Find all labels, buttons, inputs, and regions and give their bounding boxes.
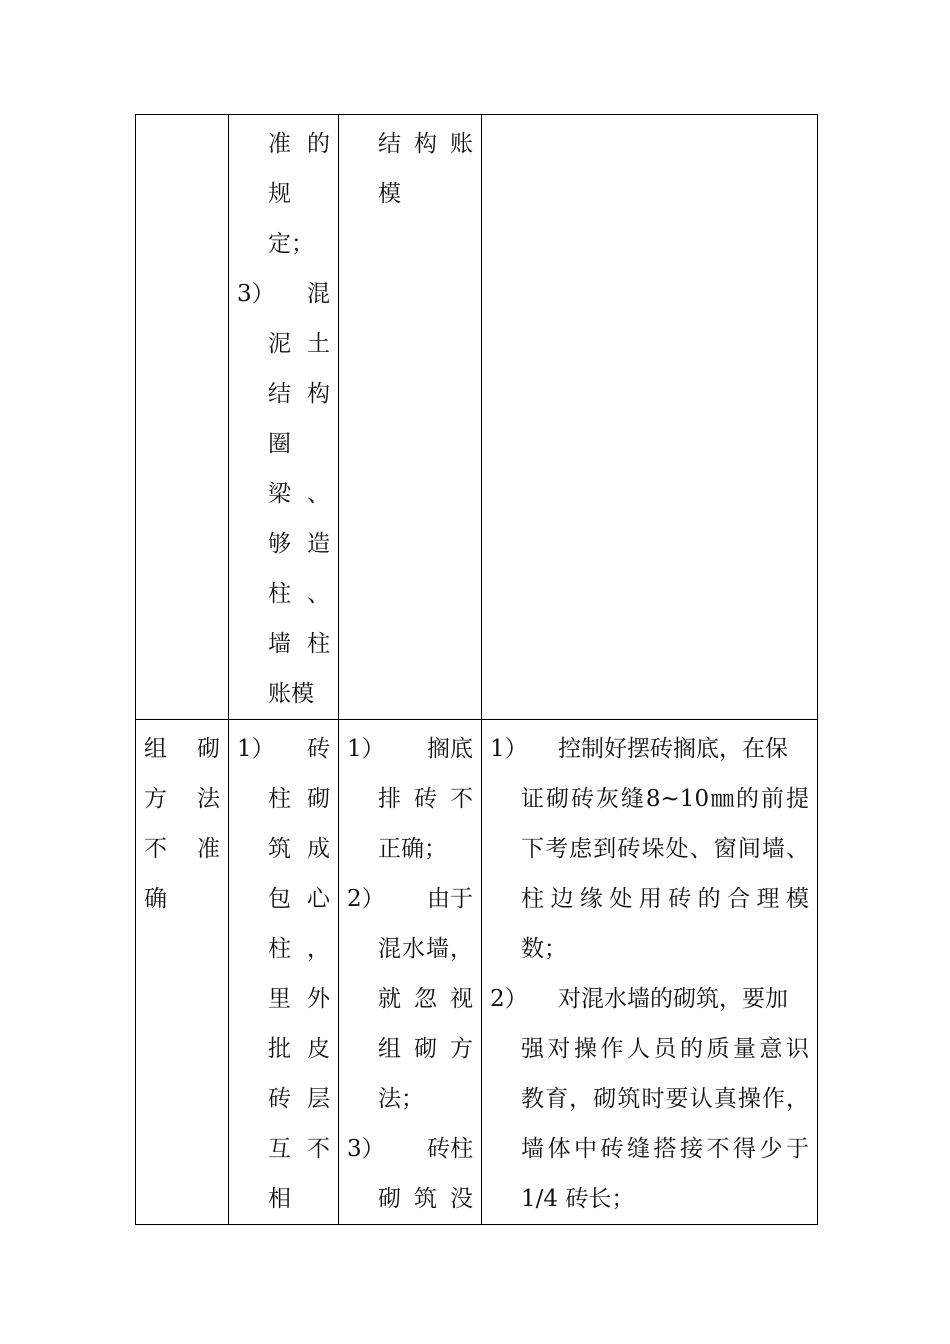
category-cell-empty [136, 115, 229, 720]
cause-line: 批皮 [268, 1036, 330, 1062]
table-row [136, 115, 818, 720]
cause-line: 柱、 [268, 581, 330, 607]
measure-line: 教育，砌筑时要认真操作， [521, 1086, 809, 1112]
measure-item-1 [490, 724, 809, 774]
effect-line: 正确； [378, 836, 447, 862]
cause-line: 定； [268, 231, 314, 257]
item-number: 1） [347, 736, 385, 762]
measure-item-2 [490, 974, 809, 1024]
measure-line: 数； [521, 936, 567, 962]
cause-cell [229, 115, 339, 720]
effect-line: 结构账 [378, 131, 473, 157]
item-number: 3） [237, 281, 275, 307]
effect-line: 组砌方 [378, 1036, 473, 1062]
effect-line: 法； [378, 1086, 424, 1112]
cause-line: 账模 [268, 681, 314, 707]
cause-line: 准的 [268, 131, 330, 157]
cause-line: 够造 [268, 531, 330, 557]
cause-line: 砖层 [268, 1086, 330, 1112]
cause-item-3 [237, 269, 330, 319]
item-text: 砖 [307, 736, 330, 762]
measure-line: 柱边缘处用砖的合理模 [521, 886, 809, 912]
cause-line: 梁、 [268, 481, 330, 507]
cause-line: 柱砌 [268, 786, 330, 812]
item-number: 2） [347, 886, 385, 912]
measure-line: 1/4 砖长； [521, 1186, 635, 1212]
item-text: 对混水墙的砌筑，要加 [558, 986, 788, 1012]
category-line: 方法 [144, 786, 220, 812]
item-number: 1） [490, 736, 528, 762]
category-cell [136, 720, 229, 1225]
measure-cell-empty [482, 115, 818, 720]
cause-item-1 [237, 724, 330, 774]
measure-line: 下考虑到砖垛处、窗间墙、 [521, 836, 809, 862]
effect-cell [339, 115, 482, 720]
cause-line: 规 [268, 181, 291, 207]
quality-table [135, 114, 818, 1225]
cause-line: 柱， [268, 936, 330, 962]
category-line: 确 [144, 886, 167, 912]
effect-cell [339, 720, 482, 1225]
cause-line: 圈 [268, 431, 291, 457]
item-text: 砖柱 [427, 1136, 473, 1162]
item-text: 搁底 [427, 736, 473, 762]
effect-item-1 [347, 724, 473, 774]
measure-line: 强对操作人员的质量意识 [521, 1036, 809, 1062]
cause-line: 泥土 [268, 331, 330, 357]
cause-line: 相 [268, 1186, 291, 1212]
effect-item-3 [347, 1124, 473, 1174]
cause-line: 筑成 [268, 836, 330, 862]
item-text: 控制好摆砖搁底，在保 [558, 736, 788, 762]
table-row [136, 720, 818, 1225]
effect-line: 模 [378, 181, 401, 207]
measure-cell [482, 720, 818, 1225]
item-text: 由于 [427, 886, 473, 912]
cause-line: 结构 [268, 381, 330, 407]
effect-line: 砌筑没 [378, 1186, 473, 1212]
cause-line: 包心 [268, 886, 330, 912]
cause-line: 互不 [268, 1136, 330, 1162]
effect-line: 排砖不 [378, 786, 473, 812]
measure-line: 墙体中砖缝搭接不得少于 [521, 1136, 809, 1162]
cause-line: 墙柱 [268, 631, 330, 657]
category-line: 组砌 [144, 736, 220, 762]
category-line: 不准 [144, 836, 220, 862]
measure-line: 证砌砖灰缝8~10㎜的前提 [521, 786, 809, 812]
item-text: 混 [307, 281, 330, 307]
effect-item-2 [347, 874, 473, 924]
effect-line: 就忽视 [378, 986, 473, 1012]
item-number: 3） [347, 1136, 385, 1162]
cause-cell [229, 720, 339, 1225]
item-number: 2） [490, 986, 528, 1012]
cause-line: 里外 [268, 986, 330, 1012]
item-number: 1） [237, 736, 275, 762]
effect-line: 混水墙， [378, 936, 473, 962]
